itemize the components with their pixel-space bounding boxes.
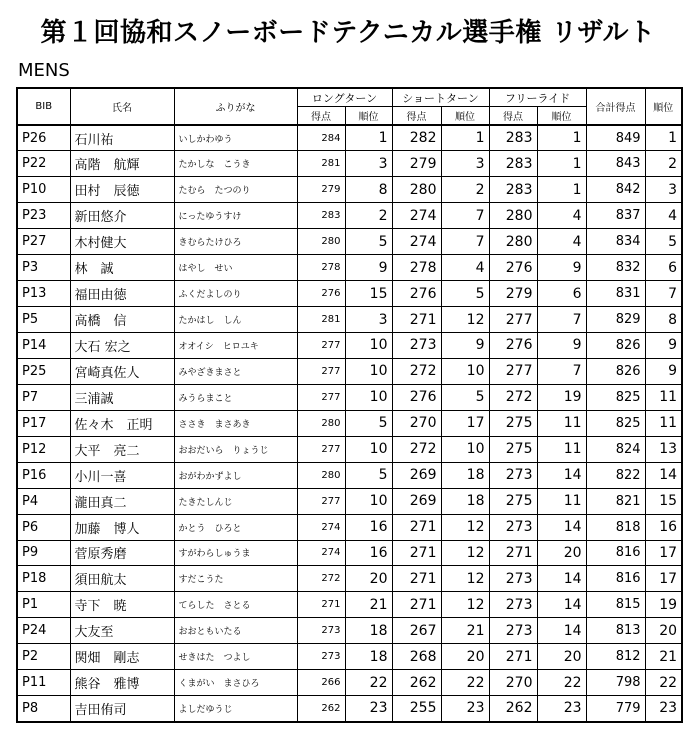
free-ride-place-cell: 9 [537, 255, 586, 281]
short-turn-points-cell: 271 [392, 540, 441, 566]
bib-cell: P2 [17, 644, 70, 670]
table-row [17, 592, 682, 618]
kana-cell: ささき まさあき [174, 410, 297, 436]
short-turn-place-cell: 23 [441, 696, 489, 722]
short-turn-place-cell: 12 [441, 592, 489, 618]
total-points-cell: 824 [586, 436, 645, 462]
name-cell: 熊谷 雅博 [70, 670, 174, 696]
kana-cell: にったゆうすけ [174, 203, 297, 229]
bib-cell: P23 [17, 203, 70, 229]
header-name: 氏名 [70, 88, 174, 125]
long-turn-points-cell: 276 [297, 281, 345, 307]
long-turn-place-cell: 21 [345, 592, 392, 618]
header-free-ride: フリーライド [489, 88, 586, 107]
free-ride-place-cell: 14 [537, 514, 586, 540]
short-turn-points-cell: 269 [392, 488, 441, 514]
name-cell: 田村 辰徳 [70, 177, 174, 203]
free-ride-place-cell: 14 [537, 592, 586, 618]
short-turn-points-cell: 272 [392, 358, 441, 384]
free-ride-place-cell: 1 [537, 177, 586, 203]
long-turn-points-cell: 271 [297, 592, 345, 618]
short-turn-place-cell: 12 [441, 514, 489, 540]
total-points-cell: 822 [586, 462, 645, 488]
kana-cell: すがわらしゅうま [174, 540, 297, 566]
bib-cell: P16 [17, 462, 70, 488]
free-ride-points-cell: 275 [489, 488, 537, 514]
free-ride-place-cell: 4 [537, 203, 586, 229]
short-turn-points-cell: 271 [392, 566, 441, 592]
bib-cell: P1 [17, 592, 70, 618]
kana-cell: おおともいたる [174, 618, 297, 644]
short-turn-points-cell: 271 [392, 592, 441, 618]
total-points-cell: 779 [586, 696, 645, 722]
bib-cell: P25 [17, 358, 70, 384]
name-cell: 須田航太 [70, 566, 174, 592]
free-ride-points-cell: 273 [489, 514, 537, 540]
table-body [17, 125, 682, 722]
short-turn-points-cell: 276 [392, 281, 441, 307]
kana-cell: すだこうた [174, 566, 297, 592]
long-turn-points-cell: 284 [297, 125, 345, 151]
total-points-cell: 813 [586, 618, 645, 644]
long-turn-points-cell: 277 [297, 436, 345, 462]
free-ride-place-cell: 1 [537, 151, 586, 177]
free-ride-points-cell: 283 [489, 177, 537, 203]
bib-cell: P17 [17, 410, 70, 436]
table-row [17, 566, 682, 592]
rank-cell: 6 [645, 255, 682, 281]
short-turn-place-cell: 18 [441, 488, 489, 514]
free-ride-points-cell: 273 [489, 592, 537, 618]
name-cell: 林 誠 [70, 255, 174, 281]
long-turn-place-cell: 18 [345, 618, 392, 644]
short-turn-points-cell: 273 [392, 333, 441, 359]
bib-cell: P27 [17, 229, 70, 255]
total-points-cell: 826 [586, 333, 645, 359]
kana-cell: てらした さとる [174, 592, 297, 618]
name-cell: 小川一喜 [70, 462, 174, 488]
total-points-cell: 812 [586, 644, 645, 670]
short-turn-place-cell: 18 [441, 462, 489, 488]
long-turn-points-cell: 280 [297, 229, 345, 255]
bib-cell: P3 [17, 255, 70, 281]
kana-cell: くまがい まさひろ [174, 670, 297, 696]
kana-cell: たかしな こうき [174, 151, 297, 177]
short-turn-points-cell: 274 [392, 229, 441, 255]
long-turn-points-cell: 281 [297, 151, 345, 177]
rank-cell: 17 [645, 540, 682, 566]
free-ride-place-cell: 9 [537, 333, 586, 359]
bib-cell: P26 [17, 125, 70, 151]
bib-cell: P5 [17, 307, 70, 333]
free-ride-place-cell: 14 [537, 462, 586, 488]
short-turn-place-cell: 12 [441, 307, 489, 333]
short-turn-place-cell: 12 [441, 566, 489, 592]
name-cell: 木村健大 [70, 229, 174, 255]
header-long-turn: ロングターン [297, 88, 392, 107]
long-turn-place-cell: 10 [345, 384, 392, 410]
free-ride-points-cell: 276 [489, 255, 537, 281]
bib-cell: P24 [17, 618, 70, 644]
long-turn-place-cell: 16 [345, 514, 392, 540]
free-ride-points-cell: 279 [489, 281, 537, 307]
long-turn-points-cell: 262 [297, 696, 345, 722]
kana-cell: たむら たつのり [174, 177, 297, 203]
free-ride-points-cell: 271 [489, 540, 537, 566]
bib-cell: P11 [17, 670, 70, 696]
name-cell: 大友至 [70, 618, 174, 644]
bib-cell: P6 [17, 514, 70, 540]
table-header [17, 88, 682, 125]
name-cell: 三浦誠 [70, 384, 174, 410]
table-row [17, 358, 682, 384]
free-ride-place-cell: 14 [537, 566, 586, 592]
short-turn-points-cell: 262 [392, 670, 441, 696]
kana-cell: おがわかずよし [174, 462, 297, 488]
rank-cell: 22 [645, 670, 682, 696]
free-ride-place-cell: 6 [537, 281, 586, 307]
total-points-cell: 829 [586, 307, 645, 333]
name-cell: 高橋 信 [70, 307, 174, 333]
table-row [17, 514, 682, 540]
free-ride-place-cell: 11 [537, 488, 586, 514]
total-points-cell: 821 [586, 488, 645, 514]
free-ride-place-cell: 22 [537, 670, 586, 696]
page-title: 第１回協和スノーボードテクニカル選手権 リザルト [40, 18, 656, 48]
rank-cell: 21 [645, 644, 682, 670]
free-ride-points-cell: 271 [489, 644, 537, 670]
short-turn-place-cell: 10 [441, 436, 489, 462]
free-ride-points-cell: 273 [489, 462, 537, 488]
long-turn-points-cell: 273 [297, 618, 345, 644]
table-row [17, 255, 682, 281]
bib-cell: P13 [17, 281, 70, 307]
free-ride-points-cell: 277 [489, 358, 537, 384]
short-turn-place-cell: 21 [441, 618, 489, 644]
short-turn-place-cell: 17 [441, 410, 489, 436]
rank-cell: 23 [645, 696, 682, 722]
short-turn-place-cell: 22 [441, 670, 489, 696]
header-rank: 順位 [645, 88, 682, 125]
kana-cell: よしだゆうじ [174, 696, 297, 722]
kana-cell: おおだいら りょうじ [174, 436, 297, 462]
header-short-turn-place: 順位 [441, 107, 489, 126]
name-cell: 新田悠介 [70, 203, 174, 229]
total-points-cell: 849 [586, 125, 645, 151]
rank-cell: 5 [645, 229, 682, 255]
long-turn-place-cell: 15 [345, 281, 392, 307]
bib-cell: P9 [17, 540, 70, 566]
name-cell: 宮崎真佐人 [70, 358, 174, 384]
short-turn-points-cell: 276 [392, 384, 441, 410]
short-turn-points-cell: 274 [392, 203, 441, 229]
free-ride-points-cell: 273 [489, 618, 537, 644]
long-turn-place-cell: 3 [345, 307, 392, 333]
table-row [17, 333, 682, 359]
short-turn-points-cell: 267 [392, 618, 441, 644]
total-points-cell: 816 [586, 540, 645, 566]
long-turn-place-cell: 10 [345, 333, 392, 359]
name-cell: 大石 宏之 [70, 333, 174, 359]
short-turn-points-cell: 272 [392, 436, 441, 462]
long-turn-points-cell: 277 [297, 333, 345, 359]
kana-cell: はやし せい [174, 255, 297, 281]
free-ride-place-cell: 19 [537, 384, 586, 410]
long-turn-points-cell: 277 [297, 384, 345, 410]
free-ride-points-cell: 280 [489, 229, 537, 255]
long-turn-place-cell: 22 [345, 670, 392, 696]
total-points-cell: 816 [586, 566, 645, 592]
header-long-turn-place: 順位 [345, 107, 392, 126]
long-turn-place-cell: 18 [345, 644, 392, 670]
short-turn-points-cell: 271 [392, 307, 441, 333]
free-ride-place-cell: 4 [537, 229, 586, 255]
bib-cell: P10 [17, 177, 70, 203]
total-points-cell: 843 [586, 151, 645, 177]
rank-cell: 17 [645, 566, 682, 592]
table-row [17, 203, 682, 229]
total-points-cell: 826 [586, 358, 645, 384]
short-turn-place-cell: 7 [441, 203, 489, 229]
rank-cell: 15 [645, 488, 682, 514]
kana-cell: いしかわゆう [174, 125, 297, 151]
short-turn-place-cell: 5 [441, 384, 489, 410]
kana-cell: たきたしんじ [174, 488, 297, 514]
rank-cell: 19 [645, 592, 682, 618]
free-ride-place-cell: 1 [537, 125, 586, 151]
rank-cell: 20 [645, 618, 682, 644]
free-ride-place-cell: 20 [537, 644, 586, 670]
kana-cell: オオイシ ヒロユキ [174, 333, 297, 359]
long-turn-place-cell: 5 [345, 462, 392, 488]
long-turn-points-cell: 278 [297, 255, 345, 281]
free-ride-points-cell: 273 [489, 566, 537, 592]
short-turn-place-cell: 10 [441, 358, 489, 384]
kana-cell: せきはた つよし [174, 644, 297, 670]
name-cell: 関畑 剛志 [70, 644, 174, 670]
rank-cell: 7 [645, 281, 682, 307]
long-turn-points-cell: 277 [297, 488, 345, 514]
long-turn-points-cell: 280 [297, 462, 345, 488]
table-row [17, 410, 682, 436]
name-cell: 高階 航輝 [70, 151, 174, 177]
table-row [17, 177, 682, 203]
bib-cell: P8 [17, 696, 70, 722]
free-ride-points-cell: 283 [489, 125, 537, 151]
total-points-cell: 818 [586, 514, 645, 540]
short-turn-points-cell: 270 [392, 410, 441, 436]
total-points-cell: 798 [586, 670, 645, 696]
name-cell: 石川祐 [70, 125, 174, 151]
free-ride-place-cell: 7 [537, 307, 586, 333]
total-points-cell: 815 [586, 592, 645, 618]
bib-cell: P4 [17, 488, 70, 514]
long-turn-points-cell: 277 [297, 358, 345, 384]
table-row [17, 384, 682, 410]
free-ride-place-cell: 20 [537, 540, 586, 566]
table-row [17, 436, 682, 462]
name-cell: 佐々木 正明 [70, 410, 174, 436]
short-turn-points-cell: 280 [392, 177, 441, 203]
long-turn-place-cell: 10 [345, 436, 392, 462]
long-turn-place-cell: 10 [345, 358, 392, 384]
name-cell: 吉田侑司 [70, 696, 174, 722]
kana-cell: きむらたけひろ [174, 229, 297, 255]
name-cell: 寺下 暁 [70, 592, 174, 618]
name-cell: 瀧田真二 [70, 488, 174, 514]
short-turn-place-cell: 1 [441, 125, 489, 151]
long-turn-points-cell: 279 [297, 177, 345, 203]
short-turn-place-cell: 4 [441, 255, 489, 281]
free-ride-points-cell: 283 [489, 151, 537, 177]
free-ride-place-cell: 23 [537, 696, 586, 722]
rank-cell: 8 [645, 307, 682, 333]
header-kana: ふりがな [174, 88, 297, 125]
bib-cell: P22 [17, 151, 70, 177]
header-free-ride-points: 得点 [489, 107, 537, 126]
rank-cell: 11 [645, 410, 682, 436]
table-row [17, 462, 682, 488]
results-table [16, 87, 683, 723]
short-turn-points-cell: 255 [392, 696, 441, 722]
table-row [17, 644, 682, 670]
total-points-cell: 842 [586, 177, 645, 203]
total-points-cell: 834 [586, 229, 645, 255]
total-points-cell: 825 [586, 410, 645, 436]
long-turn-place-cell: 20 [345, 566, 392, 592]
long-turn-points-cell: 280 [297, 410, 345, 436]
free-ride-place-cell: 7 [537, 358, 586, 384]
free-ride-points-cell: 280 [489, 203, 537, 229]
long-turn-place-cell: 16 [345, 540, 392, 566]
short-turn-place-cell: 3 [441, 151, 489, 177]
free-ride-points-cell: 276 [489, 333, 537, 359]
table-row [17, 307, 682, 333]
section-label: MENS [18, 60, 70, 81]
rank-cell: 1 [645, 125, 682, 151]
short-turn-points-cell: 282 [392, 125, 441, 151]
long-turn-place-cell: 5 [345, 410, 392, 436]
bib-cell: P14 [17, 333, 70, 359]
free-ride-points-cell: 270 [489, 670, 537, 696]
rank-cell: 3 [645, 177, 682, 203]
rank-cell: 14 [645, 462, 682, 488]
total-points-cell: 825 [586, 384, 645, 410]
total-points-cell: 832 [586, 255, 645, 281]
kana-cell: みうらまこと [174, 384, 297, 410]
table-row [17, 229, 682, 255]
header-free-ride-place: 順位 [537, 107, 586, 126]
header-total: 合計得点 [586, 88, 645, 125]
table-row [17, 151, 682, 177]
rank-cell: 16 [645, 514, 682, 540]
rank-cell: 11 [645, 384, 682, 410]
kana-cell: たかはし しん [174, 307, 297, 333]
short-turn-points-cell: 279 [392, 151, 441, 177]
short-turn-points-cell: 268 [392, 644, 441, 670]
free-ride-place-cell: 11 [537, 410, 586, 436]
total-points-cell: 831 [586, 281, 645, 307]
header-long-turn-points: 得点 [297, 107, 345, 126]
name-cell: 大平 亮二 [70, 436, 174, 462]
name-cell: 加藤 博人 [70, 514, 174, 540]
free-ride-points-cell: 275 [489, 410, 537, 436]
name-cell: 福田由徳 [70, 281, 174, 307]
table-row [17, 125, 682, 151]
kana-cell: みやざきまさと [174, 358, 297, 384]
kana-cell: かとう ひろと [174, 514, 297, 540]
rank-cell: 9 [645, 358, 682, 384]
table-row [17, 670, 682, 696]
short-turn-place-cell: 2 [441, 177, 489, 203]
free-ride-points-cell: 275 [489, 436, 537, 462]
table-row [17, 618, 682, 644]
free-ride-points-cell: 262 [489, 696, 537, 722]
short-turn-place-cell: 5 [441, 281, 489, 307]
long-turn-place-cell: 9 [345, 255, 392, 281]
long-turn-points-cell: 273 [297, 644, 345, 670]
free-ride-place-cell: 14 [537, 618, 586, 644]
rank-cell: 2 [645, 151, 682, 177]
long-turn-place-cell: 3 [345, 151, 392, 177]
rank-cell: 4 [645, 203, 682, 229]
long-turn-points-cell: 266 [297, 670, 345, 696]
table-row [17, 281, 682, 307]
long-turn-points-cell: 283 [297, 203, 345, 229]
header-short-turn: ショートターン [392, 88, 489, 107]
long-turn-points-cell: 274 [297, 540, 345, 566]
rank-cell: 9 [645, 333, 682, 359]
table-row [17, 540, 682, 566]
bib-cell: P12 [17, 436, 70, 462]
short-turn-points-cell: 271 [392, 514, 441, 540]
long-turn-place-cell: 1 [345, 125, 392, 151]
long-turn-place-cell: 23 [345, 696, 392, 722]
total-points-cell: 837 [586, 203, 645, 229]
long-turn-place-cell: 5 [345, 229, 392, 255]
long-turn-place-cell: 8 [345, 177, 392, 203]
name-cell: 菅原秀磨 [70, 540, 174, 566]
short-turn-place-cell: 9 [441, 333, 489, 359]
table-row [17, 488, 682, 514]
long-turn-points-cell: 274 [297, 514, 345, 540]
long-turn-place-cell: 10 [345, 488, 392, 514]
short-turn-place-cell: 12 [441, 540, 489, 566]
short-turn-points-cell: 278 [392, 255, 441, 281]
header-short-turn-points: 得点 [392, 107, 441, 126]
bib-cell: P7 [17, 384, 70, 410]
short-turn-place-cell: 7 [441, 229, 489, 255]
long-turn-points-cell: 281 [297, 307, 345, 333]
free-ride-points-cell: 272 [489, 384, 537, 410]
header-bib: BIB [17, 88, 70, 125]
bib-cell: P18 [17, 566, 70, 592]
kana-cell: ふくだよしのり [174, 281, 297, 307]
table-row [17, 696, 682, 722]
short-turn-points-cell: 269 [392, 462, 441, 488]
short-turn-place-cell: 20 [441, 644, 489, 670]
free-ride-place-cell: 11 [537, 436, 586, 462]
rank-cell: 13 [645, 436, 682, 462]
long-turn-place-cell: 2 [345, 203, 392, 229]
free-ride-points-cell: 277 [489, 307, 537, 333]
long-turn-points-cell: 272 [297, 566, 345, 592]
